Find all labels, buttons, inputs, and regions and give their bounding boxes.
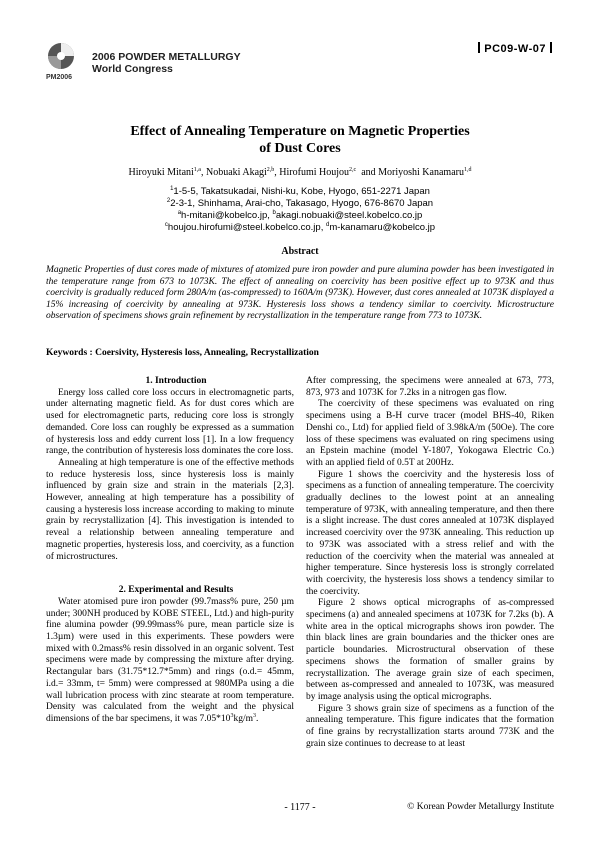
paragraph: Figure 3 shows grain size of specimens as a function of the annealing temperature. This figure indicates that the formation of fine grains by recrystallization starts around 773K and the grain size continues to decrease to at least <box>306 703 554 749</box>
right-column <box>306 376 554 751</box>
email-a: h-mitani@kobelco.jp <box>181 210 268 221</box>
email-d: m-kanamaru@kobelco.jp <box>329 222 436 233</box>
author-name: Hirofumi Houjou <box>279 167 350 178</box>
paragraph: Annealing at high temperature is one of the effective methods to reduce hysteresis loss, since hysteresis loss is mainly influenced by grain size and strain in the materials [2,3]. However, annealing at high temperature has a possibility of causing a hysteresis loss increase according to making to minute grain by recrystallization [4]. This investigation is intended to reveal a relationship between annealing temperature and magnetic properties, hysteresis loss, and coercivity, as a function of microstructures. <box>46 457 294 562</box>
page-header <box>46 42 556 82</box>
paragraph: Figure 2 shows optical micrographs of as-compressed specimens (a) and annealed specimens at 1073K for 7.2ks (b). A white area in the optical micrographs shows iron powder. The thin black lines are grain boundaries and the thicker ones are particle boundaries. Microstructural observation of these specimens shows the formation of smaller grains by recrystallization. The average grain size of each specimen, between as-compressed and annealed to 1073K, was measured by image analysis using the optical micrographs. <box>306 598 554 702</box>
page-number: - 1177 - <box>284 802 316 813</box>
keywords: Keywords : Coersivity, Hysteresis loss, Annealing, Recrystallization <box>46 348 319 358</box>
email-b: akagi.nobuaki@steel.kobelco.co.jp <box>275 210 423 221</box>
conference-name: 2006 POWDER METALLURGY World Congress <box>92 51 241 75</box>
abstract-heading: Abstract <box>281 246 319 257</box>
affiliation-1: 1-5-5, Takatsukadai, Nishi-ku, Kobe, Hyogo, 651-2271 Japan <box>173 186 430 197</box>
paragraph: Water atomised pure iron powder (99.7mass% pure, 250 µm under; 300NH produced by KOBE STEEL, Ltd.) and high-purity fine alumina powder (99.99mass% pure, mean particle size is 1.3µm) were used in this experiments. These powders were mixed with 0.2mass% resin dissolved in an organic solvent. Test specimens were made by compressing the mixture after drying. Rectangular bars (31.75*12.7*5mm) and rings (o.d.= 45mm, i.d.= 33mm, t= 5mm) were compressed at 980MPa using a die wall lubrication process with zinc stearate at room temperature. Density was calculated from the weight and the physical dimensions of the bar specimens, it was $7.05*10^3kg/m^3$. <box>46 596 295 724</box>
paragraph: Figure 1 shows the coercivity and the hysteresis loss of specimens as a function of annealing temperature. The coercivity gradually declines to the lowest point at an annealing temperature of 973K, with annealing temperature, and then there is a slight increase. The dust cores annealed at 1073K displayed increased coercivity over the 973K annealing. This reduction up to 973K was associated with a stress relief and with the reduction of the coercivity when the material was annealed at higher temperature. Since hysteresis loss is strongly correlated with coercivity, the hysteresis loss shows a tendency similar to the coercivity. <box>306 469 554 597</box>
paragraph: The coercivity of these specimens was evaluated on ring specimens using a B-H curve tracer (model BHS-40, Riken Denshi co., Ltd) for applied field of 3.98kA/m (50Oe). The core loss of these specimens was evaluated on ring specimens using an Epstein machine (model Y-1807, Yokogawa Electric Co.) with an applied field of 0.5T at 200Hz. <box>306 399 554 468</box>
author-name: Hiroyuki Mitani <box>128 167 194 178</box>
section-heading: 2. Experimental and Results <box>118 585 234 596</box>
paper-title: Effect of Annealing Temperature on Magnetic Properties of Dust Cores <box>130 124 470 156</box>
paragraph: After compressing, the specimens were annealed at 673, 773, 873, 973 and 1073K for 7.2ks in a nitrogen gas flow. <box>306 376 554 398</box>
left-column <box>46 376 294 726</box>
email-c: houjou.hirofumi@steel.kobelco.co.jp <box>167 222 321 233</box>
paper-code: PC09-W-07 <box>474 42 556 55</box>
copyright: © Korean Powder Metallurgy Institute <box>407 802 554 812</box>
affiliations: $^1$1-5-5, Takatsukadai, Nishi-ku, Kobe, Hyogo, 651-2271 Japan $^2$2-3-1, Shinhama, Arai-cho, Takasago, Hyogo, 676-8670 Japan $^a$h-mitani@kobelco.jp, $^b$akagi.nobuaki@steel.kobelco.co.jp $^c$houjou.hirofumi@steel.kobelco.co.jp, $^d$m-kanamaru@kobelco.jp <box>164 186 436 233</box>
author-name: Moriyoshi Kanamaru <box>378 167 464 178</box>
abstract-text: Magnetic Properties of dust cores made of mixtures of atomized pure iron powder and pure alumina powder has been investigated in the temperature range from 673 to 1073K. The effect of annealing on coercivity has been positive effect up to 973K and thus coercivity is gradually reduced form 280A/m (as-compressed) to 160A/m (973K). However, dust cores annealed at 1073K displayed a 15% increasing of coercivity by annealing at 973K. Hysteresis loss shows a tendency similar to coercivity. Microstructure observation of specimens shows grain refinement by recrystallization in the temperature range from 773 to 1073K. <box>46 265 554 321</box>
logo-text: PM2006 <box>46 74 73 81</box>
author-list: Hiroyuki Mitani$^{1,a}$, Nobuaki Akagi$^{2,b}$, Hirofumi Houjou$^{2,c}$ and Moriyoshi Kanamaru$^{1,d}$ <box>128 167 472 178</box>
paragraph: Energy loss called core loss occurs in electromagnetic parts, under alternating magnetic field. As for dust cores which are used for electromagnetic parts, reducing core loss is strongly demanded. Core loss can roughly be expressed as a summation of hysteresis loss and eddy current loss [1]. In a low frequency range, the contribution of hysteresis loss dominates the core loss. <box>46 387 294 457</box>
section-heading: 1. Introduction <box>145 376 207 386</box>
pm2006-logo <box>46 42 80 82</box>
author-name: Nobuaki Akagi <box>205 167 267 178</box>
affiliation-2: 2-3-1, Shinhama, Arai-cho, Takasago, Hyogo, 676-8670 Japan <box>170 198 434 209</box>
